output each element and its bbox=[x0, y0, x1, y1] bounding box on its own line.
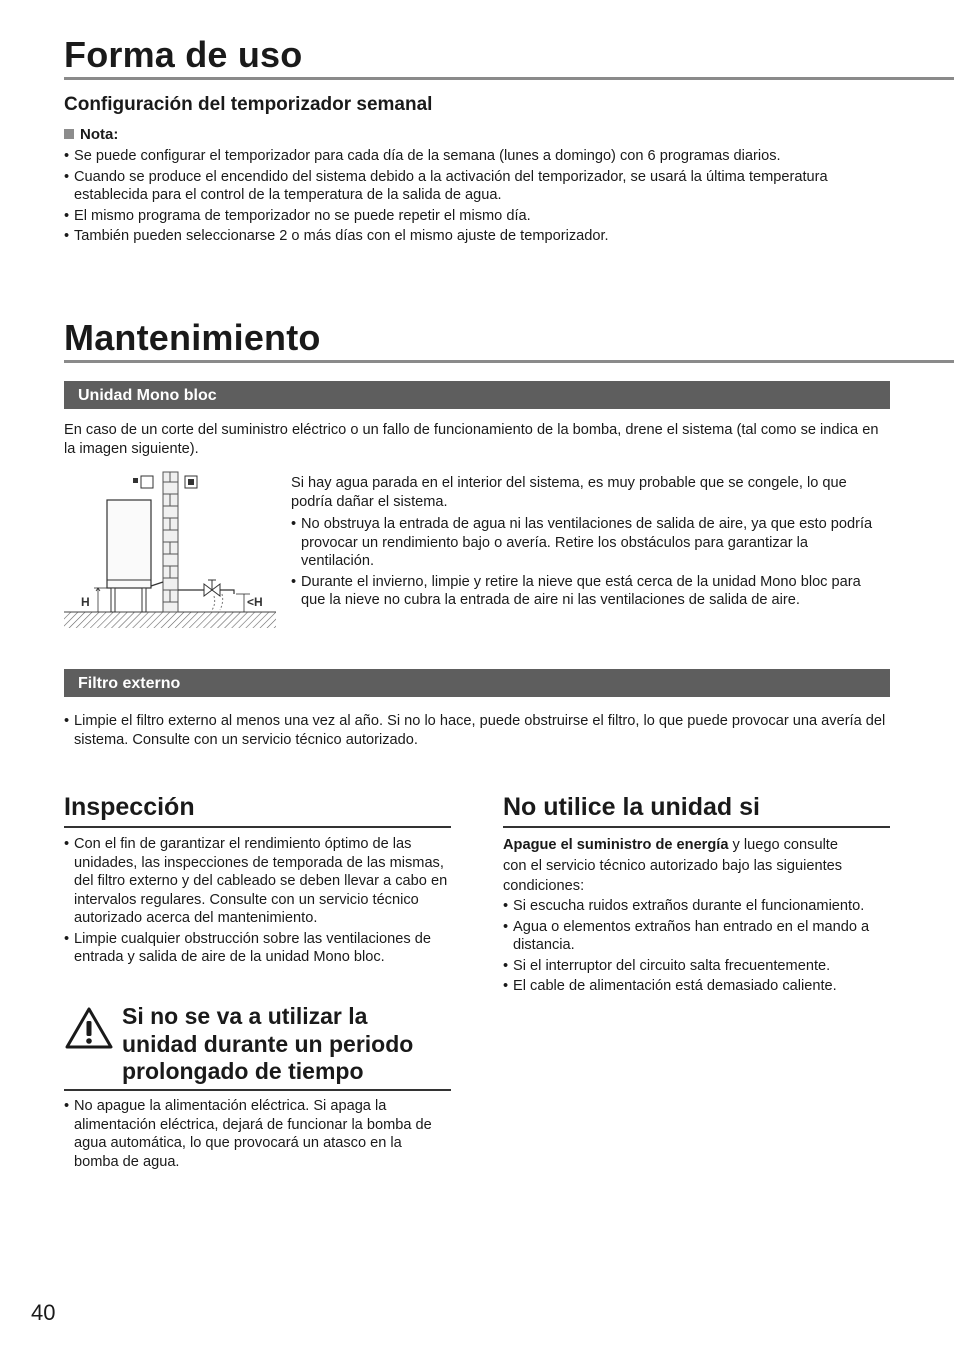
page-title-forma-de-uso: Forma de uso bbox=[64, 34, 303, 75]
note-label: Nota: bbox=[80, 126, 119, 143]
list-item: • Limpie el filtro externo al menos una vez al año. Si no lo hace, puede obstruirse el filtro, lo que puede provocar una avería del sistema. Consulte con un servicio técnico autorizado. bbox=[64, 712, 890, 749]
monobloc-details bbox=[291, 474, 881, 612]
diagram-label-less-h: <H bbox=[247, 595, 263, 609]
list-item: • Con el fin de garantizar el rendimiento óptimo de las unidades, las inspecciones de temporada de las mismas, del filtro externo y del cableado se deben llevar a cabo en intervalos regulares. Consulte con un servicio técnico autorizado acerca del mantenimiento. bbox=[64, 835, 451, 928]
monobloc-lead: Si hay agua parada en el interior del sistema, es muy probable que se congele, lo que podría dañar el sistema. bbox=[291, 475, 847, 510]
filtro-bullets bbox=[64, 712, 890, 751]
inspeccion-bullets bbox=[64, 835, 451, 969]
no-utilice-rule bbox=[503, 826, 890, 828]
monobloc-bullets bbox=[291, 515, 881, 610]
intro-bold: Apague el suministro de energía bbox=[503, 837, 729, 853]
list-item: • Si el interruptor del circuito salta frecuentemente. bbox=[503, 957, 890, 976]
title-rule bbox=[64, 360, 954, 363]
inspeccion-title: Inspección bbox=[64, 793, 195, 821]
no-utilice-title: No utilice la unidad si bbox=[503, 793, 760, 821]
list-item: • También pueden seleccionarse 2 o más días con el mismo ajuste de temporizador. bbox=[64, 227, 864, 246]
intro-rest: y luego consulte con el servicio técnico autorizado bajo las siguientes condiciones: bbox=[503, 837, 843, 894]
section-bar-filtro: Filtro externo bbox=[64, 669, 890, 697]
list-item: • No apague la alimentación eléctrica. Si apaga la alimentación eléctrica, dejará de funcionar la bomba de agua automática, lo que provocará un atasco en la bomba de agua. bbox=[64, 1097, 439, 1171]
inspeccion-rule bbox=[64, 826, 451, 828]
list-item: • Se puede configurar el temporizador para cada día de la semana (lunes a domingo) con 6 programas diarios. bbox=[64, 147, 864, 166]
title-rule bbox=[64, 77, 954, 80]
monobloc-intro: En caso de un corte del suministro eléctrico o un fallo de funcionamiento de la bomba, drene el sistema (tal como se indica en la imagen siguiente). bbox=[64, 422, 879, 457]
list-item: • Cuando se produce el encendido del sistema debido a la activación del temporizador, se usará la última temperatura establecida para el control de la temperatura de la salida de agua. bbox=[64, 168, 864, 205]
list-item: • No obstruya la entrada de agua ni las ventilaciones de salida de aire, ya que esto podría provocar un rendimiento bajo o avería. Retire los obstáculos para garantizar la ventilación. bbox=[291, 515, 881, 571]
list-item: • Agua o elementos extraños han entrado en el mando a distancia. bbox=[503, 918, 890, 955]
square-bullet-icon bbox=[64, 129, 74, 139]
list-item: • Si escucha ruidos extraños durante el funcionamiento. bbox=[503, 897, 890, 916]
page-title-mantenimiento: Mantenimiento bbox=[64, 317, 321, 358]
section-subtitle: Configuración del temporizador semanal bbox=[64, 94, 433, 115]
warning-bullets bbox=[64, 1097, 439, 1173]
note-header bbox=[64, 126, 118, 143]
note-list bbox=[64, 147, 864, 248]
list-item: • Limpie cualquier obstrucción sobre las ventilaciones de entrada y salida de aire de la unidad Mono bloc. bbox=[64, 930, 451, 967]
list-item: • El mismo programa de temporizador no se puede repetir el mismo día. bbox=[64, 207, 864, 226]
diagram-label-h: H bbox=[81, 595, 90, 609]
list-item: • Durante el invierno, limpie y retire la nieve que está cerca de la unidad Mono bloc para que la nieve no cubra la entrada de aire ni las ventilaciones de salida de aire. bbox=[291, 573, 881, 610]
list-item: • El cable de alimentación está demasiado caliente. bbox=[503, 977, 890, 996]
monobloc-unit-illustration bbox=[64, 470, 276, 630]
drain-diagram bbox=[64, 470, 276, 630]
warning-title: Si no se va a utilizar la unidad durante un periodo prolongado de tiempo bbox=[122, 1003, 414, 1084]
warning-icon bbox=[64, 1006, 114, 1050]
no-utilice-bullets bbox=[503, 897, 890, 998]
warning-rule bbox=[64, 1089, 451, 1091]
no-utilice-intro bbox=[503, 835, 863, 897]
section-bar-monobloc: Unidad Mono bloc bbox=[64, 381, 890, 409]
page-number: 40 bbox=[31, 1300, 56, 1325]
